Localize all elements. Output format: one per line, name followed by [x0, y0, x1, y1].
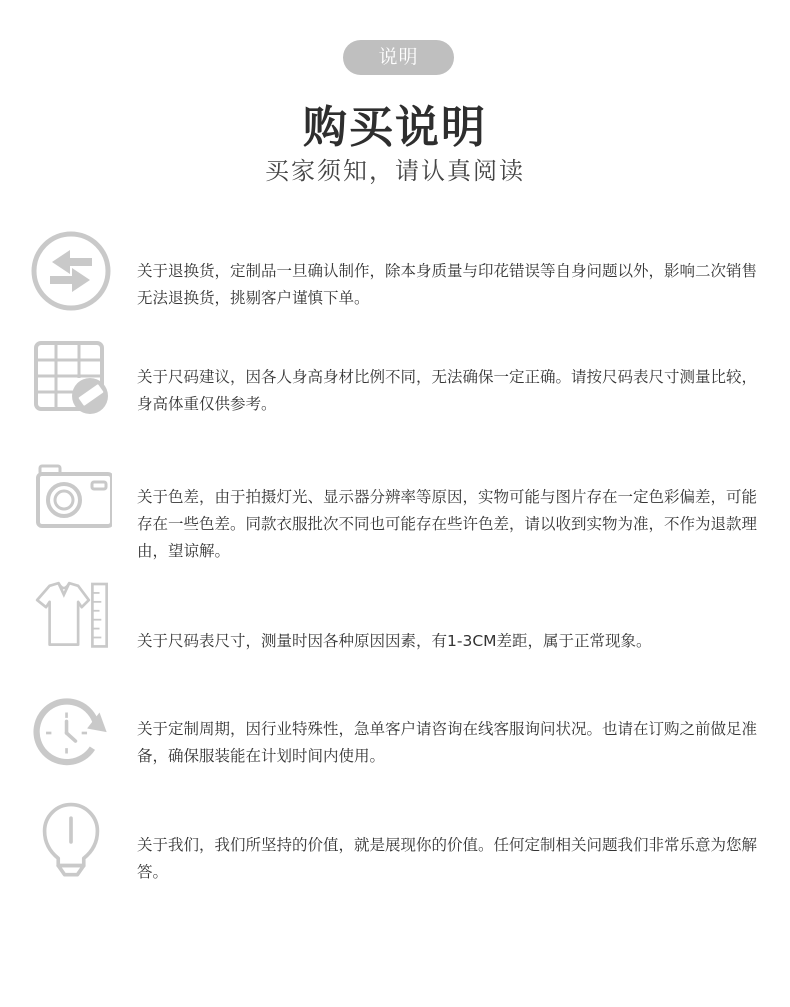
notice-text: 关于尺码建议，因各人身高身材比例不同，无法确保一定正确。请按尺码表尺寸测量比较，身高体重仅供参考。: [137, 368, 758, 413]
exchange-arrows-icon: [30, 230, 112, 312]
explanation-badge: 说明: [343, 40, 454, 75]
clock-cycle-icon: [30, 692, 112, 774]
page-subtitle: 买家须知，请认真阅读: [265, 157, 525, 185]
shirt-ruler-icon: [30, 576, 112, 658]
lightbulb-icon: [30, 800, 112, 882]
notice-text: 关于定制周期，因行业特殊性，急单客户请咨询在线客服询问状况。也请在订购之前做足准备，确保服装能在计划时间内使用。: [137, 720, 758, 765]
notice-text: 关于退换货，定制品一旦确认制作，除本身质量与印花错误等自身问题以外，影响二次销售无法退换货，挑剔客户谨慎下单。: [137, 262, 758, 307]
page-title: 购买说明: [303, 102, 487, 153]
camera-icon: [30, 462, 112, 544]
notice-text: 关于尺码表尺寸，测量时因各种原因因素，有1-3CM差距，属于正常现象。: [137, 632, 652, 650]
notice-text: 关于我们，我们所坚持的价值，就是展现你的价值。任何定制相关问题我们非常乐意为您解答。: [137, 836, 758, 881]
size-table-ruler-icon: [30, 338, 112, 420]
notice-text: 关于色差，由于拍摄灯光、显示器分辨率等原因，实物可能与图片存在一定色彩偏差，可能存在一些色差。同款衣服批次不同也可能存在些许色差，请以收到实物为准，不作为退款理由，望谅解。: [137, 488, 758, 560]
